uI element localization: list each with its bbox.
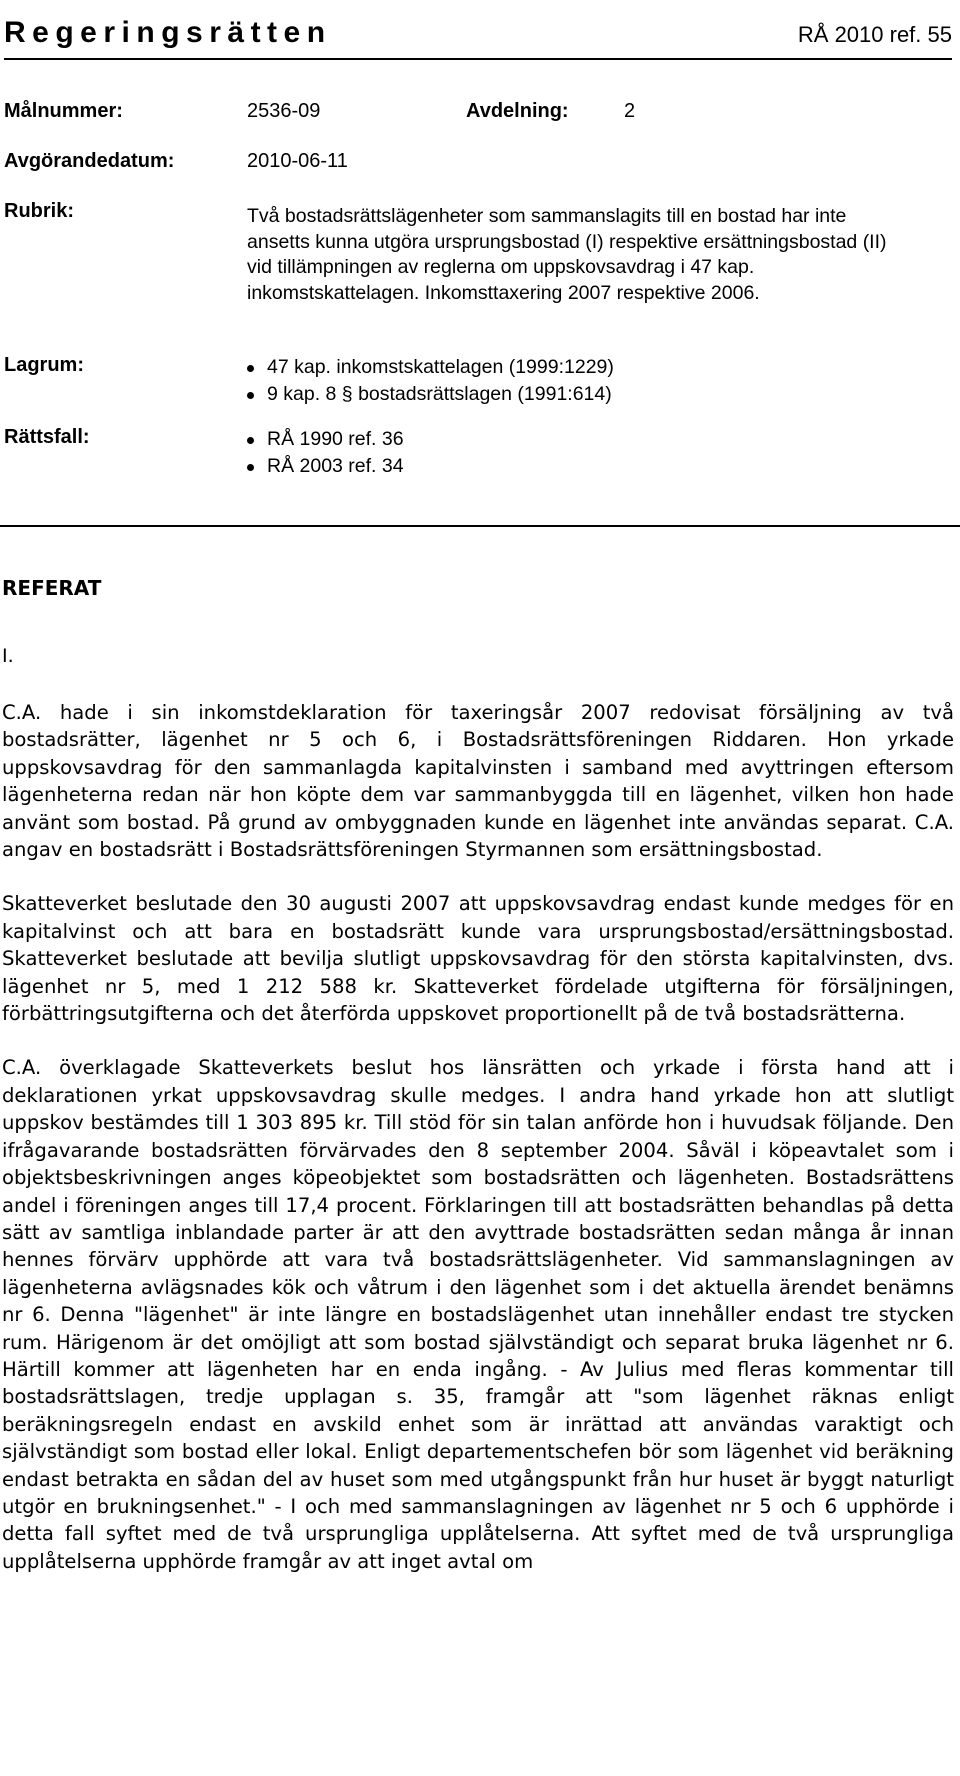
avgorandedatum-label: Avgörandedatum: <box>4 150 175 172</box>
avdelning-label: Avdelning: <box>466 100 569 122</box>
rattsfall-label: Rättsfall: <box>4 426 90 448</box>
avdelning-value: 2 <box>624 100 636 122</box>
part-number: I. <box>2 645 14 667</box>
malnummer-value: 2536-09 <box>247 100 321 122</box>
malnummer-label: Målnummer: <box>4 100 123 122</box>
lagrum-item: 9 kap. 8 § bostadsrättslagen (1991:614) <box>247 381 614 408</box>
lagrum-list <box>247 354 614 408</box>
body-paragraph: C.A. hade i sin inkomstdeklaration för taxeringsår 2007 redovisat försäljning av två bostadsrätter, lägenhet nr 5 och 6, i Bostadsrättsföreningen Riddaren. Hon yrkade uppskovsavdrag för den sammanlagda kapitalvinsten i samband med avyttringen eftersom lägenheterna redan när hon köpte dem var sammanbyggda till en lägenhet, vilken hon hade använt som bostad. På grund av ombyggnaden kunde en lägenhet inte användas separat. C.A. angav en bostadsrätt i Bostadsrättsföreningen Styrmannen som ersättningsbostad. <box>2 701 954 862</box>
referat-body <box>2 699 954 1602</box>
rattsfall-item: RÅ 2003 ref. 34 <box>247 453 404 480</box>
rubrik-text: Två bostadsrättslägenheter som sammanslagits till en bostad har inte ansetts kunna utgöra ursprungsbostad (I) respektive ersättningsbostad (II) vid tillämpningen av reglerna om uppskovsavdrag i 47 kap. inkomstskattelagen. Inkomsttaxering 2007 respektive 2006. <box>247 205 887 304</box>
document-header <box>4 14 952 60</box>
lagrum-label: Lagrum: <box>4 354 84 376</box>
section-divider <box>0 525 960 527</box>
court-name: Regeringsrätten <box>4 16 332 49</box>
rattsfall-list <box>247 426 404 480</box>
avgorandedatum-value: 2010-06-11 <box>247 150 348 172</box>
case-reference: RÅ 2010 ref. 55 <box>797 22 952 47</box>
lagrum-item: 47 kap. inkomstskattelagen (1999:1229) <box>247 354 614 381</box>
body-paragraph: C.A. överklagade Skatteverkets beslut hos länsrätten och yrkade i första hand att i deklarationen yrkat uppskovsavdrag skulle medges. I andra hand yrkade hon att slutligt uppskov bestämdes till 1 303 895 kr. Till stöd för sin talan anförde hon i huvudsak följande. Den ifrågavarande bostadsrätten förvärvades den 8 september 2004. Såväl i köpeavtalet som i objektsbeskrivningen anges köpeobjektet som bostadsrätten och lägenheten. Bostadsrättens andel i föreningen anges till 17,4 procent. Förklaringen till att bostadsrätten behandlas på detta sätt av samtliga inblandade parter är att den avyttrade bostadsrätten sedan många år innan hennes förvärv upphörde att vara två bostadsrättslägenheter. Vid sammanslagningen av lägenheterna avlägsnades kök och våtrum i den lägenhet som i det aktuella ärendet benämns nr 6. Denna "lägenhet" är inte längre en bostadslägenhet utan innehåller endast tre stycken rum. Härigenom är det omöjligt att som bostad självständigt och separat bruka lägenhet nr 6. Härtill kommer att lägenheten har en enda ingång. - Av Julius med fleras kommentar till bostadsrättslagen, tredje upplagan s. 35, framgår att "som lägenhet räknas enligt beräkningsregeln endast en avskild enhet som är inrättad att användas varaktigt och självständigt som bostad eller lokal. Enligt departementschefen bör som lägenhet vid beräkning endast betrakta en sådan del av huset som med utgångspunkt från hur huset är byggt naturligt utgör en brukningsenhet." - I och med sammanslagningen av lägenhet nr 5 och 6 upphörde i detta fall syftet med de två ursprungliga upplåtelserna. Att syftet med de två ursprungliga upplåtelserna upphörde framgår av att inget avtal om <box>2 1056 954 1573</box>
rattsfall-item: RÅ 1990 ref. 36 <box>247 426 404 453</box>
referat-heading: REFERAT <box>2 576 102 600</box>
body-paragraph: Skatteverket beslutade den 30 augusti 2007 att uppskovsavdrag endast kunde medges för en kapitalvinst och att bara en bostadsrätt kunde vara ursprungsbostad/ersättningsbostad. Skatteverket beslutade att bevilja slutligt uppskovsavdrag för den största kapitalvinsten, dvs. lägenhet nr 5, med 1 212 588 kr. Skatteverket fördelade utgifterna för försäljningen, förbättringsutgifterna och det återförda uppskovet proportionellt på de två bostadsrätterna. <box>2 892 954 1026</box>
rubrik-label: Rubrik: <box>4 200 74 222</box>
